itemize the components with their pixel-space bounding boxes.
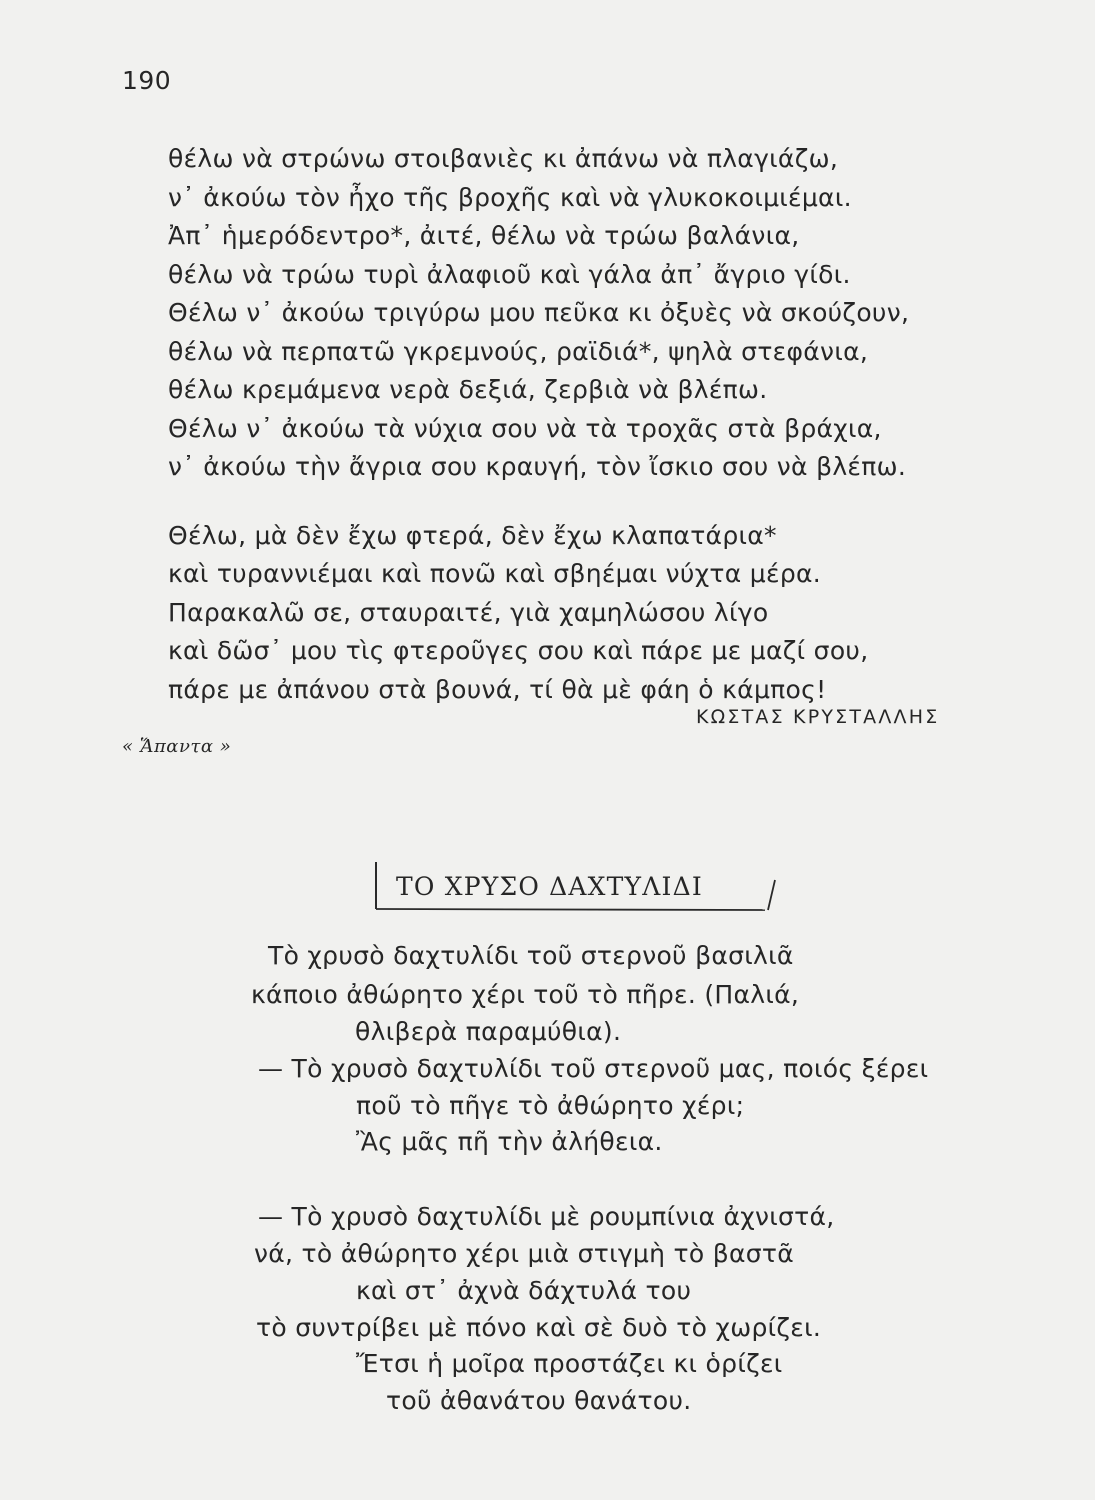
poem-line: καὶ δῶσ᾽ μου τὶς φτεροῦγες σου καὶ πάρε με μαζί σου, bbox=[168, 636, 869, 665]
poem-line: ποῦ τὸ πῆγε τὸ ἀθώρητο χέρι; bbox=[356, 1091, 745, 1120]
poem-line: ν᾽ ἀκούω τὴν ἄγρια σου κραυγή, τὸν ἴσκιο σου νὰ βλέπω. bbox=[168, 452, 907, 481]
stanza-2 bbox=[168, 517, 998, 710]
stanza-1 bbox=[168, 140, 998, 487]
poem-source: « Ἅπαντα » bbox=[122, 736, 232, 757]
poem-line: Παρακαλῶ σε, σταυραιτέ, γιὰ χαμηλώσου λίγο bbox=[168, 597, 769, 627]
poem-title: ΤΟ ΧΡΥΣΟ ΔΑΧΤΥΛΙΔΙ bbox=[396, 872, 703, 901]
poem-line: πάρε με ἀπάνου στὰ βουνά, τί θὰ μὲ φάη ὁ κάμπος! bbox=[168, 674, 827, 704]
poem-line: Θέλω ν᾽ ἀκούω τριγύρω μου πεῦκα κι ὀξυὲς νὰ σκούζουν, bbox=[168, 298, 910, 327]
poem-line: Ἔτσι ἡ μοῖρα προστάζει κι ὁρίζει bbox=[356, 1349, 783, 1378]
poem-line: νά, τὸ ἀθώρητο χέρι μιὰ στιγμὴ τὸ βαστᾶ bbox=[254, 1239, 795, 1268]
poem-line: — Τὸ χρυσὸ δαχτυλίδι τοῦ στερνοῦ μας, ποιός ξέρει bbox=[258, 1054, 929, 1083]
poem-line: κάποιο ἀθώρητο χέρι τοῦ τὸ πῆρε. (Παλιά, bbox=[251, 980, 800, 1009]
poem-line: Ἂς μᾶς πῆ τὴν ἀλήθεια. bbox=[356, 1127, 663, 1156]
poem-line: Ἀπ᾽ ἡμερόδεντρο*, ἀιτέ, θέλω νὰ τρώω βαλάνια, bbox=[168, 221, 800, 250]
poem-title-frame bbox=[372, 862, 782, 912]
poem-line: Θέλω, μὰ δὲν ἔχω φτερά, δὲν ἔχω κλαπατάρια* bbox=[168, 520, 777, 550]
stanza-gap bbox=[168, 487, 998, 517]
poem-line: θέλω κρεμάμενα νερὰ δεξιά, ζερβιὰ νὰ βλέπω. bbox=[168, 375, 768, 404]
poem-line: Τὸ χρυσὸ δαχτυλίδι τοῦ στερνοῦ βασιλιᾶ bbox=[268, 941, 794, 970]
poem-krystallis bbox=[168, 140, 998, 709]
poem-line: Θέλω ν᾽ ἀκούω τὰ νύχια σου νὰ τὰ τροχᾶς στὰ βράχια, bbox=[168, 413, 882, 443]
poem-line: καὶ τυραννιέμαι καὶ πονῶ καὶ σβηέμαι νύχτα μέρα. bbox=[168, 559, 822, 588]
poem-line: τοῦ ἀθανάτου θανάτου. bbox=[386, 1386, 692, 1415]
poem-line: θλιβερὰ παραμύθια). bbox=[355, 1017, 622, 1046]
poem-line: θέλω νὰ περπατῶ γκρεμνούς, ραϊδιά*, ψηλὰ στεφάνια, bbox=[168, 336, 869, 366]
poem-line: καὶ στ᾽ ἀχνὰ δάχτυλά του bbox=[356, 1276, 692, 1305]
poem-line: ν᾽ ἀκούω τὸν ἦχο τῆς βροχῆς καὶ νὰ γλυκοκοιμιέμαι. bbox=[168, 182, 852, 212]
poem-line: θέλω νὰ στρώνω στοιβανιὲς κι ἀπάνω νὰ πλαγιάζω, bbox=[168, 144, 839, 173]
poem-line: θέλω νὰ τρώω τυρὶ ἀλαφιοῦ καὶ γάλα ἀπ᾽ ἄγριο γίδι. bbox=[168, 259, 851, 289]
poem-author: ΚΩΣΤΑΣ ΚΡΥΣΤΑΛΛΗΣ bbox=[696, 706, 940, 728]
poem-line: — Τὸ χρυσὸ δαχτυλίδι μὲ ρουμπίνια ἀχνιστά, bbox=[258, 1202, 835, 1231]
page-number: 190 bbox=[122, 66, 172, 95]
poem-line: τὸ συντρίβει μὲ πόνο καὶ σὲ δυὸ τὸ χωρίζει. bbox=[256, 1313, 822, 1342]
